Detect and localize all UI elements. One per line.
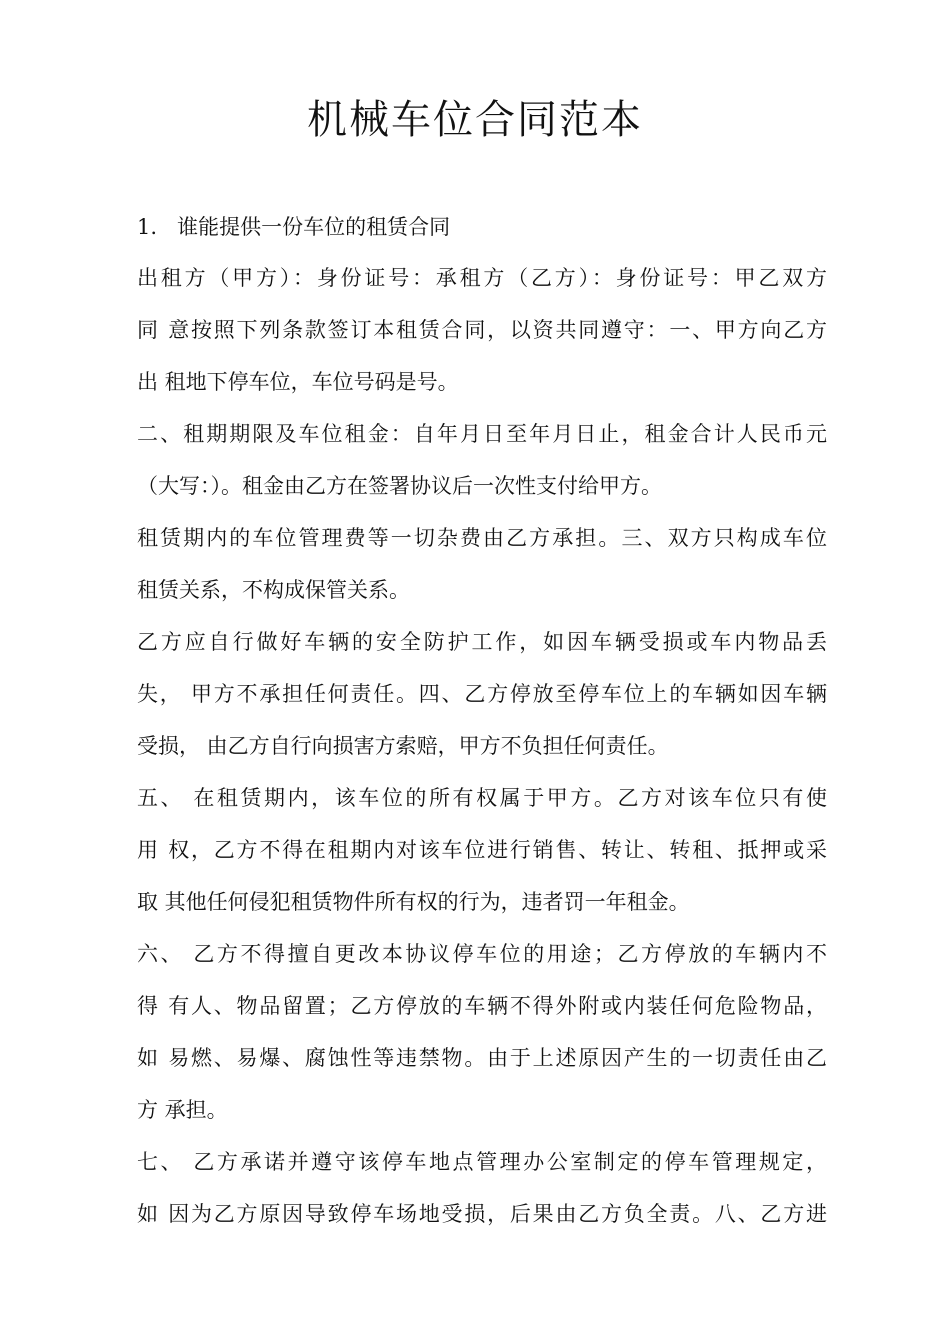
document-title: 机械车位合同范本 [307, 97, 643, 143]
body-line-12: 用 权，乙方不得在租期内对该车位进行销售、转让、转租、抵押或采 [137, 838, 827, 862]
body-line-8: 乙方应自行做好车辆的安全防护工作，如因车辆受损或车内物品丢 [137, 630, 827, 654]
body-line-9: 失， 甲方不承担任何责任。四、乙方停放至停车位上的车辆如因车辆 [137, 682, 827, 706]
body-line-1: 出租方（甲方）：身份证号：承租方（乙方）：身份证号：甲乙双方 [137, 266, 827, 290]
document-body [137, 202, 827, 1240]
body-line-13: 取 其他任何侵犯租赁物件所有权的行为，违者罚一年租金。 [137, 890, 690, 914]
body-line-11: 五、 在租赁期内，该车位的所有权属于甲方。乙方对该车位只有使 [137, 786, 827, 810]
body-line-5: （大写：）。租金由乙方在签署协议后一次性支付给甲方。 [137, 474, 662, 498]
item-heading-row [137, 202, 827, 252]
body-line-15: 得 有人、物品留置；乙方停放的车辆不得外附或内装任何危险物品， [137, 994, 827, 1018]
item-number: 1. [137, 215, 158, 239]
body-line-3: 出 租地下停车位，车位号码是号。 [137, 370, 459, 394]
body-line-14: 六、 乙方不得擅自更改本协议停车位的用途；乙方停放的车辆内不 [137, 942, 827, 966]
body-line-10: 受损， 由乙方自行向损害方索赔，甲方不负担任何责任。 [137, 734, 669, 758]
body-line-2: 同 意按照下列条款签订本租赁合同，以资共同遵守：一、甲方向乙方 [137, 318, 827, 342]
body-line-6: 租赁期内的车位管理费等一切杂费由乙方承担。三、双方只构成车位 [137, 526, 827, 550]
body-line-4: 二、租期期限及车位租金：自年月日至年月日止，租金合计人民币元 [137, 422, 827, 446]
body-line-19: 如 因为乙方原因导致停车场地受损，后果由乙方负全责。八、乙方进 [137, 1202, 827, 1226]
item-heading-text: 谁能提供一份车位的租赁合同 [177, 215, 451, 239]
body-line-16: 如 易燃、易爆、腐蚀性等违禁物。由于上述原因产生的一切责任由乙 [137, 1046, 827, 1070]
body-line-7: 租赁关系，不构成保管关系。 [137, 578, 410, 602]
body-line-18: 七、 乙方承诺并遵守该停车地点管理办公室制定的停车管理规定， [137, 1150, 827, 1174]
body-line-17: 方 承担。 [137, 1098, 228, 1122]
